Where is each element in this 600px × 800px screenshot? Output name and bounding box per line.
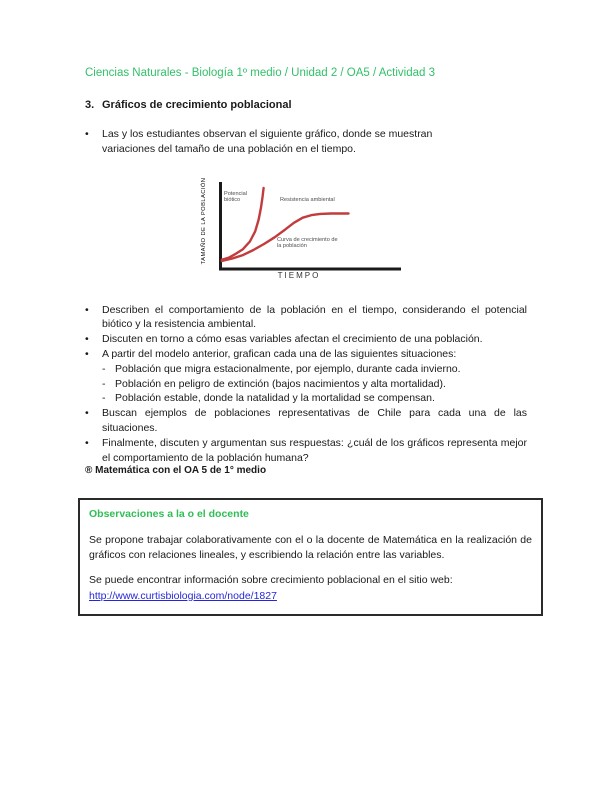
dash-marker: - — [102, 362, 106, 375]
step-text: A partir del modelo anterior, grafican cada una de las siguientes situaciones: — [102, 347, 457, 360]
annotation-resistencia-ambiental: Resistencia ambiental — [280, 196, 335, 203]
breadcrumb: Ciencias Naturales - Biología 1º medio / Unidad 2 / OA5 / Actividad 3 — [85, 67, 436, 79]
intro-list — [85, 127, 527, 157]
teacher-box-title: Observaciones a la o el docente — [89, 508, 249, 521]
step-text: Describen el comportamiento de la población en el tiempo, considerando el potencial biótico y la resistencia ambiental. — [102, 303, 527, 331]
teacher-box-paragraph-2: Se puede encontrar información sobre crecimiento poblacional en el sitio web: — [89, 574, 453, 587]
list-item — [85, 436, 527, 466]
list-item — [85, 406, 527, 436]
section-title: Gráficos de crecimiento poblacional — [102, 99, 292, 111]
step-text: Buscan ejemplos de poblaciones representativas de Chile para cada una de las situaciones. — [102, 407, 527, 434]
activity-steps-list — [85, 303, 527, 362]
annotation-potencial-biotico: Potencial biótico — [224, 190, 248, 204]
list-item — [85, 332, 527, 347]
annotation-curva-crecimiento: Curva de crecimiento de la población — [277, 236, 338, 250]
section-number: 3. — [85, 99, 95, 111]
list-item — [102, 391, 527, 406]
situations-sublist — [102, 362, 527, 406]
dash-marker: - — [102, 392, 106, 405]
list-item — [85, 347, 527, 362]
teacher-observations-box — [78, 498, 543, 615]
teacher-box-paragraph-1: Se propone trabajar colaborativamente con el o la docente de Matemática en la realización de gráficos con relaciones lineales, y escribiendo la relación entre las variables. — [89, 533, 532, 561]
bullet-marker: • — [85, 303, 89, 316]
bullet-marker: • — [85, 128, 89, 140]
dash-marker: - — [102, 377, 106, 390]
chart-plot-area — [193, 172, 405, 284]
bullet-marker: • — [85, 347, 89, 360]
section-heading — [85, 99, 527, 112]
bullet-marker: • — [85, 333, 89, 346]
intro-text: Las y los estudiantes observan el siguiente gráfico, donde se muestran variaciones del tamaño de una población en el tiempo. — [102, 128, 433, 155]
bullet-marker: • — [85, 407, 89, 420]
list-item — [102, 362, 527, 377]
bullet-marker: • — [85, 436, 89, 449]
document-content — [85, 67, 532, 616]
list-item — [102, 377, 527, 392]
situation-text: Población que migra estacionalmente, por ejemplo, durante cada invierno. — [115, 362, 461, 375]
external-link[interactable]: http://www.curtisbiologia.com/node/1827 — [89, 589, 277, 602]
situation-text: Población estable, donde la natalidad y la mortalidad se compensan. — [115, 392, 435, 405]
step-text: Finalmente, discuten y argumentan sus respuestas: ¿cuál de los gráficos representa mejor el comportamiento de la población humana? — [102, 436, 527, 464]
math-cross-reference: ® Matemática con el OA 5 de 1° medio — [85, 465, 267, 477]
situation-text: Población en peligro de extinción (bajos nacimientos y alta mortalidad). — [115, 377, 446, 390]
activity-steps-list-2 — [85, 406, 527, 465]
step-text: Discuten en torno a cómo esas variables afectan el crecimiento de una población. — [102, 333, 483, 346]
list-item — [85, 303, 527, 333]
list-item — [85, 127, 527, 157]
population-growth-chart — [193, 172, 405, 284]
chart-y-axis-label: TAMAÑO DE LA POBLACIÓN — [201, 177, 207, 264]
chart-x-axis-label: TIEMPO — [277, 270, 321, 280]
